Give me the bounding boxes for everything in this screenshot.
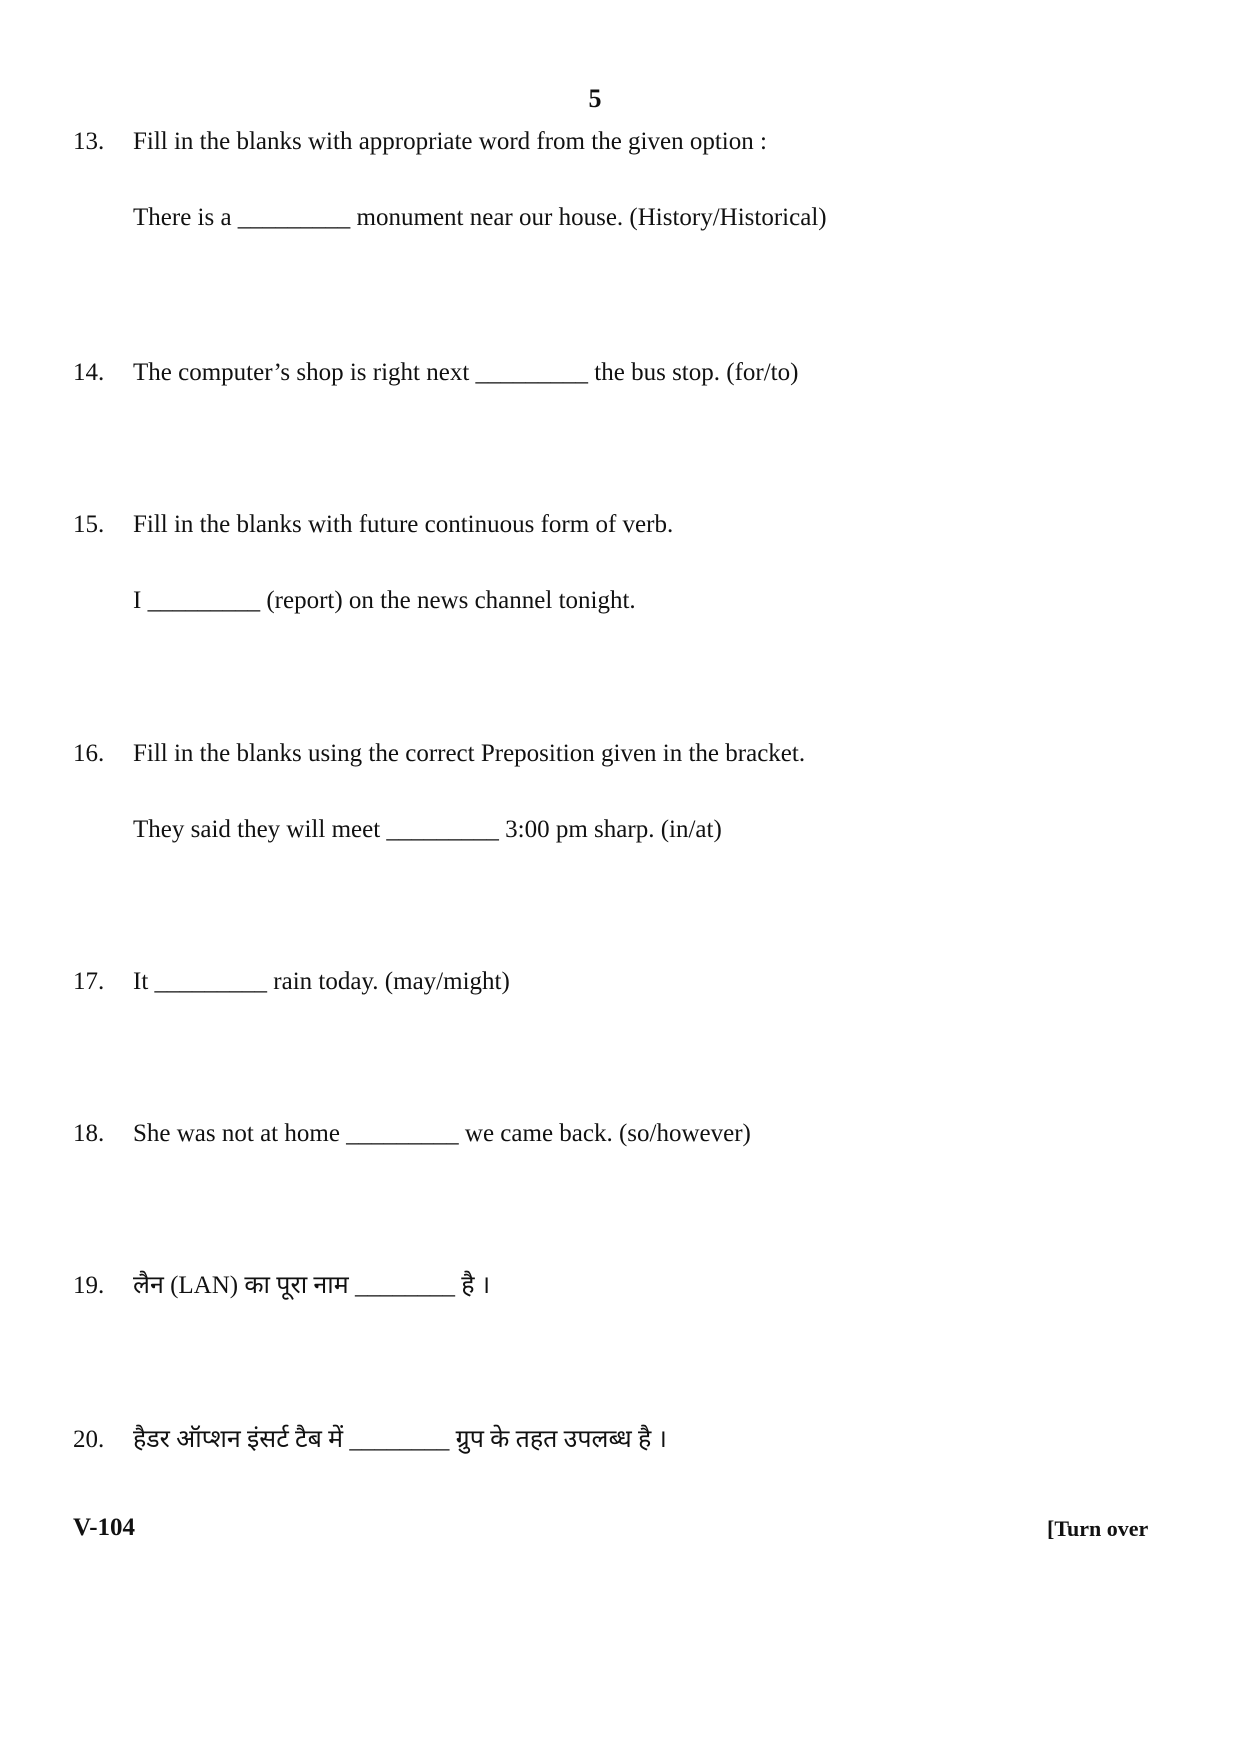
question-text: हैडर ऑप्शन इंसर्ट टैब में ________ ग्रुप के तहत उपलब्ध है ।: [133, 1426, 667, 1453]
question-number: 17.: [73, 968, 105, 995]
question-text: The computer’s shop is right next _________ the bus stop. (for/to): [133, 359, 799, 386]
question-text: Fill in the blanks with appropriate word from the given option :: [133, 128, 767, 155]
question-text: Fill in the blanks with future continuous form of verb.: [133, 511, 674, 538]
question-number: 15.: [73, 511, 105, 538]
question-number: 14.: [73, 359, 105, 386]
question-number: 18.: [73, 1120, 105, 1147]
question-number: 16.: [73, 740, 105, 767]
question-text: She was not at home _________ we came back. (so/however): [133, 1120, 751, 1147]
question-text: It _________ rain today. (may/might): [133, 968, 510, 995]
question-text: They said they will meet _________ 3:00 pm sharp. (in/at): [133, 816, 722, 843]
question-text: लैन (LAN) का पूरा नाम ________ है ।: [133, 1272, 491, 1299]
question-number: 20.: [73, 1426, 105, 1453]
question-text: I _________ (report) on the news channel tonight.: [133, 587, 636, 614]
question-number: 13.: [73, 128, 105, 155]
question-text: There is a _________ monument near our house. (History/Historical): [133, 204, 827, 231]
turn-over-label: [Turn over: [1047, 1516, 1149, 1541]
paper-code: V-104: [73, 1514, 136, 1541]
question-number: 19.: [73, 1272, 105, 1299]
page-number: 5: [588, 84, 602, 113]
question-text: Fill in the blanks using the correct Preposition given in the bracket.: [133, 740, 806, 767]
